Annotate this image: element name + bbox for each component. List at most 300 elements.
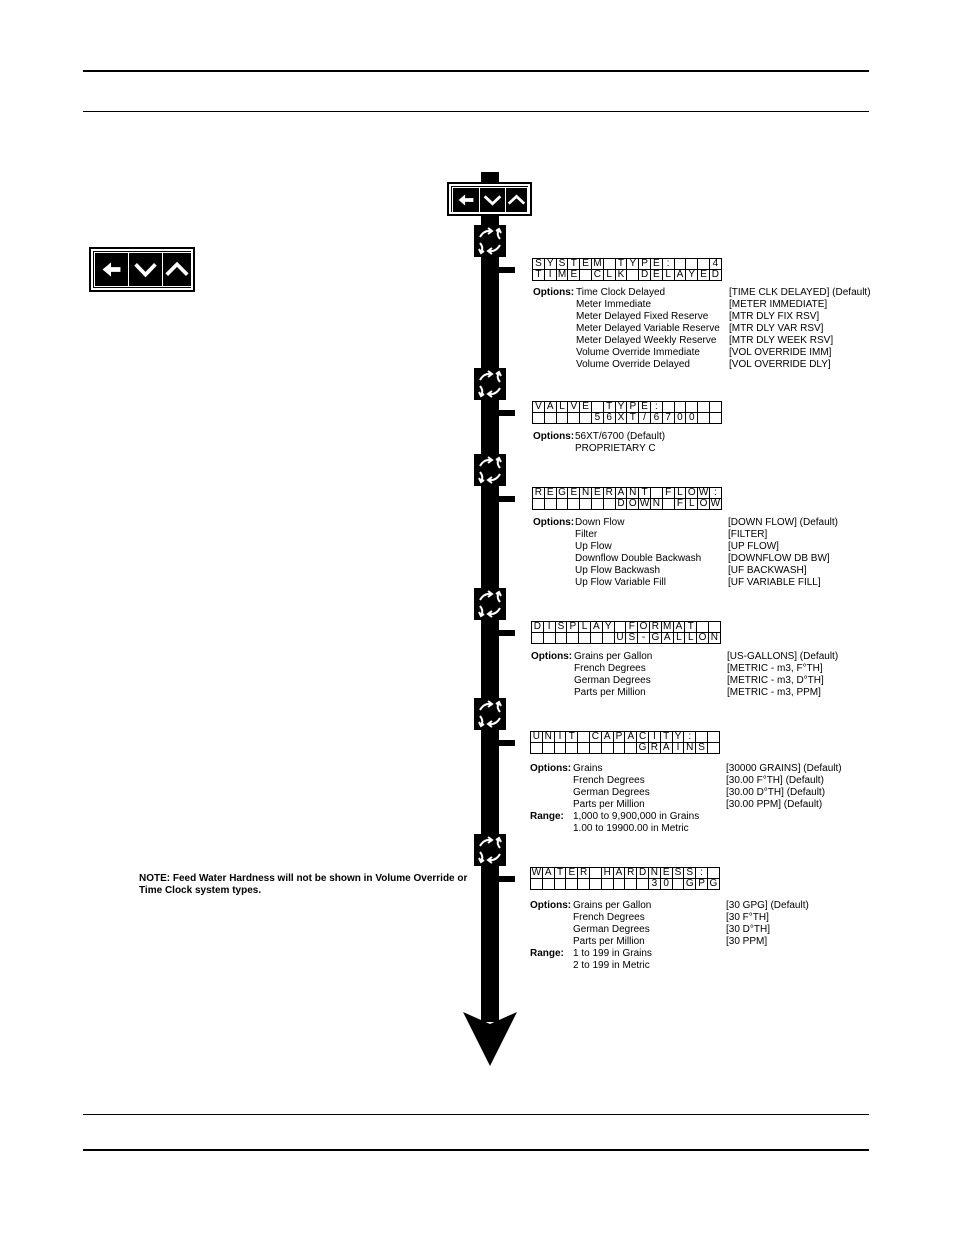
- lcd-cell: [531, 743, 543, 754]
- lcd-cell: N: [542, 732, 554, 743]
- lcd-line: [531, 868, 720, 879]
- lcd-display: [530, 867, 720, 890]
- lcd-cell: 4: [709, 259, 721, 270]
- lcd-cell: K: [615, 270, 627, 281]
- lcd-cell: 6: [650, 413, 662, 424]
- lcd-cell: [579, 633, 591, 644]
- lcd-cell: [542, 879, 554, 890]
- lcd-cell: A: [673, 622, 685, 633]
- regen-icon[interactable]: [474, 698, 506, 730]
- lcd-cell: [580, 499, 592, 510]
- lcd-cell: :: [709, 488, 721, 499]
- lcd-cell: R: [649, 622, 661, 633]
- key-up[interactable]: [162, 252, 192, 287]
- step-tick: [498, 876, 515, 882]
- lcd-cell: F: [674, 499, 686, 510]
- lcd-cell: [625, 879, 637, 890]
- lcd-display: [532, 401, 722, 424]
- lcd-cell: T: [615, 259, 627, 270]
- feed-water-note: NOTE: Feed Water Hardness will not be shown in Volume Override or Time Clock system types.: [139, 873, 468, 896]
- lcd-cell: Y: [544, 259, 556, 270]
- lcd-line: [533, 499, 722, 510]
- option-code: [METRIC - m3, F°TH]: [727, 663, 823, 674]
- option-name: Meter Delayed Fixed Reserve: [576, 311, 709, 322]
- lcd-cell: [698, 413, 710, 424]
- lcd-cell: [601, 743, 613, 754]
- option-code: [VOL OVERRIDE IMM]: [729, 347, 832, 358]
- lcd-cell: E: [639, 402, 651, 413]
- lcd-cell: 0: [686, 413, 698, 424]
- option-name: Volume Override Delayed: [576, 359, 690, 370]
- lcd-cell: I: [648, 732, 660, 743]
- header-rule-bottom: [83, 111, 869, 112]
- option-name: French Degrees: [574, 663, 646, 674]
- lcd-cell: A: [542, 868, 554, 879]
- lcd-cell: C: [637, 732, 649, 743]
- lcd-cell: I: [543, 622, 555, 633]
- lcd-cell: A: [661, 633, 673, 644]
- lcd-cell: [556, 499, 568, 510]
- left-arrow-icon: [95, 253, 128, 286]
- option-code: [DOWN FLOW] (Default): [728, 517, 839, 528]
- option-code: [METRIC - m3, PPM]: [727, 687, 821, 698]
- lcd-display: [531, 621, 721, 644]
- lcd-cell: [625, 743, 637, 754]
- lcd-cell: 7: [662, 413, 674, 424]
- lcd-display: [532, 487, 722, 510]
- lcd-display: [530, 731, 720, 754]
- lcd-cell: W: [639, 498, 650, 509]
- lcd-cell: L: [579, 622, 591, 633]
- lcd-cell: G: [707, 879, 719, 890]
- lcd-cell: [580, 413, 592, 424]
- lcd-cell: L: [556, 402, 568, 413]
- lcd-cell: O: [638, 622, 650, 633]
- left-arrow-icon: [453, 188, 479, 212]
- lcd-cell: [650, 488, 662, 499]
- lcd-cell: [613, 743, 625, 754]
- lcd-cell: E: [591, 488, 603, 499]
- lcd-cell: [698, 402, 710, 413]
- lcd-cell: [532, 633, 544, 644]
- lcd-cell: 0: [660, 879, 672, 890]
- lcd-cell: A: [601, 732, 613, 743]
- flow-arrowhead: [461, 1010, 519, 1068]
- option-code: [UF BACKWASH]: [728, 565, 807, 576]
- option-code: [MTR DLY FIX RSV]: [729, 311, 820, 322]
- lcd-cell: [533, 413, 545, 424]
- lcd-line: [533, 259, 722, 270]
- lcd-cell: X: [615, 413, 627, 424]
- option-code: [US-GALLONS] (Default): [727, 651, 839, 662]
- lcd-cell: 0: [674, 413, 686, 424]
- lcd-cell: [627, 270, 639, 281]
- option-code: [30000 GRAINS] (Default): [726, 763, 842, 774]
- lcd-cell: Y: [686, 270, 698, 281]
- lcd-cell: E: [580, 402, 592, 413]
- lcd-cell: W: [710, 498, 721, 509]
- option-name: Parts per Million: [573, 799, 645, 810]
- lcd-cell: R: [578, 868, 590, 879]
- regen-icon[interactable]: [474, 368, 506, 400]
- lcd-line: [531, 879, 720, 890]
- lcd-cell: U: [614, 633, 626, 644]
- lcd-cell: G: [649, 633, 661, 644]
- lcd-cell: [591, 402, 603, 413]
- option-code: [30.00 D°TH] (Default): [726, 787, 826, 798]
- footer-rule-top: [83, 1114, 869, 1115]
- option-code: [METRIC - m3, D°TH]: [727, 675, 824, 686]
- lcd-cell: L: [673, 633, 685, 644]
- lcd-cell: I: [544, 270, 556, 281]
- options-label: Options:: [533, 431, 575, 442]
- range-label: Range:: [530, 948, 564, 959]
- option-code: [30 PPM]: [726, 936, 768, 947]
- regen-icon[interactable]: [474, 225, 506, 257]
- header-rule-top: [83, 70, 869, 72]
- lcd-cell: W: [531, 867, 542, 878]
- option-name: Parts per Million: [573, 936, 645, 947]
- lcd-line: [533, 402, 722, 413]
- lcd-cell: M: [662, 621, 672, 632]
- lcd-cell: [543, 633, 555, 644]
- lcd-cell: [601, 879, 613, 890]
- lcd-line: [533, 270, 722, 281]
- lcd-cell: [566, 879, 578, 890]
- lcd-cell: R: [648, 743, 660, 754]
- option-name: Meter Delayed Variable Reserve: [576, 323, 720, 334]
- options-label: Options:: [530, 763, 572, 774]
- lcd-cell: T: [566, 732, 578, 743]
- lcd-cell: [672, 879, 684, 890]
- lcd-cell: E: [660, 868, 672, 879]
- lcd-cell: [674, 259, 686, 270]
- down-chevron-icon: [129, 253, 162, 286]
- lcd-cell: N: [708, 633, 720, 644]
- option-code: [UF VARIABLE FILL]: [728, 577, 821, 588]
- lcd-cell: D: [637, 868, 649, 879]
- lcd-cell: E: [568, 270, 580, 281]
- regen-icon[interactable]: [474, 454, 506, 486]
- step-tick: [498, 267, 515, 273]
- lcd-cell: T: [660, 732, 672, 743]
- lcd-cell: [567, 633, 579, 644]
- lcd-cell: T: [568, 259, 580, 270]
- step-tick: [498, 496, 515, 502]
- options-label: Options:: [531, 651, 573, 662]
- lcd-cell: [578, 879, 590, 890]
- lcd-cell: [580, 270, 592, 281]
- lcd-cell: A: [590, 622, 602, 633]
- lcd-cell: -: [638, 633, 650, 644]
- footer-rule-bottom: [83, 1149, 869, 1151]
- lcd-line: [532, 622, 721, 633]
- options-label: Options:: [533, 287, 575, 298]
- lcd-cell: A: [674, 270, 686, 281]
- lcd-cell: :: [696, 868, 708, 879]
- lcd-cell: [554, 879, 566, 890]
- lcd-cell: [568, 413, 580, 424]
- lcd-cell: Y: [615, 402, 627, 413]
- lcd-cell: U: [531, 732, 543, 743]
- options-label: Options:: [530, 900, 572, 911]
- lcd-cell: /: [639, 413, 651, 424]
- option-code: [VOL OVERRIDE DLY]: [729, 359, 831, 370]
- option-name: Filter: [575, 529, 598, 540]
- lcd-cell: L: [686, 499, 698, 510]
- lcd-cell: [578, 732, 590, 743]
- lcd-cell: [578, 743, 590, 754]
- option-name: Up Flow Variable Fill: [575, 577, 666, 588]
- lcd-cell: [662, 499, 674, 510]
- lcd-cell: [602, 633, 614, 644]
- lcd-line: [533, 413, 722, 424]
- regen-icon[interactable]: [474, 588, 506, 620]
- range-value: 1.00 to 19900.00 in Metric: [573, 823, 689, 834]
- lcd-cell: E: [698, 270, 710, 281]
- lcd-cell: G: [637, 743, 649, 754]
- lcd-cell: C: [591, 270, 603, 281]
- lcd-cell: O: [627, 499, 639, 510]
- key-down[interactable]: [479, 187, 506, 213]
- option-name: Down Flow: [575, 517, 625, 528]
- down-chevron-icon: [480, 188, 505, 212]
- option-name: Downflow Double Backwash: [575, 553, 702, 564]
- lcd-cell: T: [554, 868, 566, 879]
- lcd-cell: N: [648, 868, 660, 879]
- lcd-cell: L: [662, 270, 674, 281]
- option-code: [MTR DLY VAR RSV]: [729, 323, 824, 334]
- lcd-cell: W: [698, 487, 709, 498]
- lcd-cell: T: [533, 270, 545, 281]
- lcd-cell: [637, 879, 649, 890]
- lcd-cell: A: [613, 868, 625, 879]
- lcd-cell: A: [544, 402, 556, 413]
- keypad-top: [447, 182, 532, 216]
- lcd-cell: S: [626, 633, 638, 644]
- lcd-cell: E: [566, 868, 578, 879]
- lcd-cell: Y: [627, 259, 639, 270]
- lcd-cell: P: [613, 732, 625, 743]
- option-name: German Degrees: [573, 787, 650, 798]
- lcd-cell: D: [532, 622, 544, 633]
- lcd-cell: [686, 259, 698, 270]
- range-label: Range:: [530, 811, 564, 822]
- lcd-cell: :: [650, 402, 662, 413]
- lcd-cell: C: [589, 732, 601, 743]
- lcd-cell: [544, 499, 556, 510]
- lcd-cell: [556, 413, 568, 424]
- lcd-cell: [707, 743, 719, 754]
- lcd-cell: S: [556, 259, 568, 270]
- lcd-cell: G: [556, 488, 568, 499]
- lcd-cell: [590, 633, 602, 644]
- lcd-cell: I: [672, 743, 684, 754]
- options-block: [533, 517, 873, 589]
- lcd-line: [531, 743, 720, 754]
- lcd-cell: [698, 259, 710, 270]
- lcd-display: [532, 258, 722, 281]
- option-name: German Degrees: [574, 675, 651, 686]
- option-code: [FILTER]: [728, 529, 768, 540]
- option-name: Up Flow: [575, 541, 612, 552]
- option-name: Up Flow Backwash: [575, 565, 661, 576]
- option-code: [30 F°TH]: [726, 912, 769, 923]
- lcd-cell: I: [554, 732, 566, 743]
- option-code: [TIME CLK DELAYED] (Default): [729, 287, 871, 298]
- lcd-cell: :: [662, 259, 674, 270]
- lcd-cell: 6: [603, 413, 615, 424]
- lcd-cell: D: [639, 270, 651, 281]
- lcd-cell: V: [568, 402, 580, 413]
- lcd-cell: 3: [648, 879, 660, 890]
- lcd-cell: S: [684, 868, 696, 879]
- lcd-cell: T: [603, 402, 615, 413]
- option-name: Time Clock Delayed: [576, 287, 666, 298]
- lcd-cell: [707, 868, 719, 879]
- lcd-cell: R: [603, 488, 615, 499]
- option-code: [30.00 F°TH] (Default): [726, 775, 824, 786]
- lcd-cell: A: [660, 743, 672, 754]
- lcd-cell: L: [685, 633, 697, 644]
- lcd-cell: L: [603, 270, 615, 281]
- lcd-cell: E: [650, 270, 662, 281]
- lcd-cell: [614, 622, 626, 633]
- lcd-cell: V: [533, 402, 545, 413]
- lcd-cell: H: [601, 868, 613, 879]
- lcd-line: [531, 732, 720, 743]
- lcd-cell: S: [533, 259, 545, 270]
- option-name: Meter Immediate: [576, 299, 652, 310]
- lcd-cell: T: [685, 622, 697, 633]
- lcd-cell: :: [684, 732, 696, 743]
- option-name: German Degrees: [573, 924, 650, 935]
- lcd-cell: [554, 743, 566, 754]
- option-code: [METER IMMEDIATE]: [729, 299, 828, 310]
- option-code: [30 GPG] (Default): [726, 900, 809, 911]
- key-down[interactable]: [128, 252, 163, 287]
- key-left[interactable]: [452, 187, 480, 213]
- option-name: Meter Delayed Weekly Reserve: [576, 335, 717, 346]
- option-code: [MTR DLY WEEK RSV]: [729, 335, 834, 346]
- lcd-cell: [686, 402, 698, 413]
- lcd-cell: P: [627, 402, 639, 413]
- lcd-cell: N: [627, 488, 639, 499]
- regen-icon[interactable]: [474, 834, 506, 866]
- range-value: 1 to 199 in Grains: [573, 948, 652, 959]
- lcd-cell: P: [696, 879, 708, 890]
- lcd-cell: [544, 413, 556, 424]
- lcd-cell: P: [639, 259, 651, 270]
- options-block: [530, 763, 870, 835]
- option-name: PROPRIETARY C: [575, 443, 656, 454]
- range-value: 1,000 to 9,900,000 in Grains: [573, 811, 700, 822]
- option-code: [UP FLOW]: [728, 541, 779, 552]
- lcd-cell: F: [626, 622, 638, 633]
- lcd-line: [533, 488, 722, 499]
- option-name: Grains per Gallon: [574, 651, 653, 662]
- lcd-cell: E: [568, 488, 580, 499]
- lcd-cell: O: [686, 488, 698, 499]
- option-name: Grains per Gallon: [573, 900, 652, 911]
- options-block: [533, 287, 873, 371]
- lcd-cell: [613, 879, 625, 890]
- lcd-cell: [707, 732, 719, 743]
- lcd-cell: M: [593, 258, 602, 269]
- option-name: Grains: [573, 763, 603, 774]
- lcd-cell: S: [672, 868, 684, 879]
- lcd-cell: A: [615, 488, 627, 499]
- lcd-cell: D: [709, 270, 721, 281]
- lcd-cell: 5: [591, 413, 603, 424]
- lcd-cell: [589, 868, 601, 879]
- lcd-cell: [662, 402, 674, 413]
- option-code: [30 D°TH]: [726, 924, 771, 935]
- lcd-cell: [708, 622, 720, 633]
- lcd-cell: [589, 879, 601, 890]
- lcd-cell: S: [696, 743, 708, 754]
- lcd-cell: [591, 499, 603, 510]
- lcd-cell: [709, 402, 721, 413]
- options-block: [530, 900, 870, 972]
- step-tick: [498, 740, 515, 746]
- options-block: [533, 431, 873, 455]
- lcd-cell: [568, 499, 580, 510]
- step-tick: [498, 410, 515, 416]
- lcd-cell: [603, 499, 615, 510]
- lcd-cell: [697, 622, 709, 633]
- range-value: 2 to 199 in Metric: [573, 960, 650, 971]
- lcd-cell: T: [627, 413, 639, 424]
- lcd-cell: E: [544, 488, 556, 499]
- lcd-cell: [709, 413, 721, 424]
- lcd-cell: P: [567, 622, 579, 633]
- lcd-cell: O: [697, 633, 709, 644]
- up-chevron-icon: [506, 188, 527, 212]
- option-name: Parts per Million: [574, 687, 646, 698]
- option-code: [DOWNFLOW DB BW]: [728, 553, 830, 564]
- lcd-cell: E: [580, 259, 592, 270]
- options-block: [531, 651, 871, 699]
- lcd-cell: [542, 743, 554, 754]
- lcd-cell: [555, 633, 567, 644]
- options-label: Options:: [533, 517, 575, 528]
- lcd-cell: O: [698, 499, 710, 510]
- key-left[interactable]: [94, 252, 129, 287]
- option-name: French Degrees: [573, 912, 645, 923]
- option-name: Volume Override Immediate: [576, 347, 700, 358]
- lcd-cell: [533, 499, 545, 510]
- option-code: [30.00 PPM] (Default): [726, 799, 823, 810]
- lcd-cell: [566, 743, 578, 754]
- lcd-cell: M: [557, 269, 567, 280]
- lcd-cell: R: [625, 868, 637, 879]
- lcd-cell: L: [674, 488, 686, 499]
- lcd-cell: N: [580, 488, 592, 499]
- lcd-cell: N: [650, 499, 662, 510]
- lcd-cell: S: [555, 622, 567, 633]
- key-up[interactable]: [505, 187, 528, 213]
- lcd-cell: Y: [672, 732, 684, 743]
- lcd-cell: N: [684, 743, 696, 754]
- lcd-cell: [531, 879, 543, 890]
- option-name: 56XT/6700 (Default): [575, 431, 666, 442]
- keypad-left: [89, 247, 195, 292]
- step-tick: [498, 630, 515, 636]
- option-name: French Degrees: [573, 775, 645, 786]
- up-chevron-icon: [163, 253, 191, 286]
- lcd-line: [532, 633, 721, 644]
